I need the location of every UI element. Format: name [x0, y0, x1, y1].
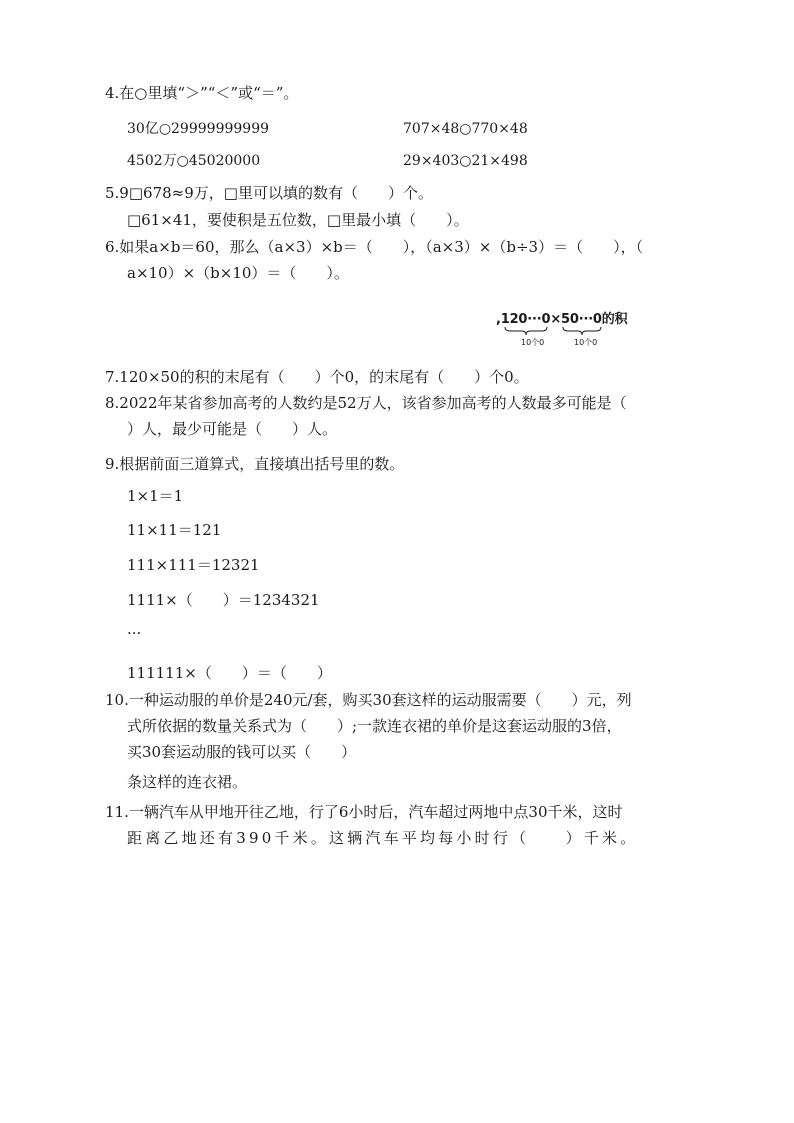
q5-line-1: 5.9□678≈9万，□里可以填的数有（ ）个。	[105, 184, 433, 202]
q9-equation-3: 111×111＝12321	[127, 556, 260, 574]
q9-ellipsis: ···	[127, 624, 142, 642]
q10-line-1: 10.一种运动服的单价是240元/套，购买30套这样的运动服需要（ ）元，列	[105, 691, 632, 709]
q5-line-2: □61×41，要使积是五位数，□里最小填（ ）。	[127, 211, 469, 229]
brace-icon	[562, 326, 602, 336]
q6-line-2: a×10）×（b×10）＝（ ）。	[127, 264, 349, 282]
q10-line-4: 条这样的连衣裙。	[127, 773, 248, 791]
q9-equation-2: 11×11＝121	[127, 521, 222, 539]
q4-compare-2b: 29×403○21×498	[403, 153, 528, 169]
q11-line-2: 距离乙地还有390千米。这辆汽车平均每小时行（ ）千米。	[127, 829, 639, 847]
figure-sub-label-2: 10个0	[574, 338, 598, 347]
q4-compare-1a: 30亿○29999999999	[127, 121, 270, 137]
q4-compare-2a: 4502万○45020000	[127, 153, 261, 169]
figure-sub-label-1: 10个0	[521, 338, 545, 347]
multiplication-figure	[496, 308, 646, 348]
q4-title: 4.在○里填“＞”“＜”或“＝”。	[105, 84, 299, 102]
q9-equation-1: 1×1＝1	[127, 487, 184, 505]
q9-title: 9.根据前面三道算式，直接填出括号里的数。	[105, 455, 405, 473]
q9-equation-4: 1111×（ ）＝1234321	[127, 591, 320, 609]
q7-line-1: 7.120×50的积的末尾有（ ）个0，的末尾有（ ）个0。	[105, 368, 529, 386]
figure-expression: ,120···0×50···0的积	[496, 312, 628, 327]
q4-compare-1b: 707×48○770×48	[403, 121, 528, 137]
brace-icon	[504, 326, 548, 336]
q10-line-2: 式所依据的数量关系式为（ ）;一款连衣裙的单价是这套运动服的3倍，	[127, 717, 622, 735]
q8-line-1: 8.2022年某省参加高考的人数约是52万人，该省参加高考的人数最多可能是（	[105, 394, 627, 412]
q6-line-1: 6.如果a×b＝60，那么（a×3）×b＝（ ），（a×3）×（b÷3）＝（ ），（	[105, 238, 644, 256]
q11-line-1: 11.一辆汽车从甲地开往乙地，行了6小时后，汽车超过两地中点30千米，这时	[105, 803, 623, 821]
q9-equation-6: 111111×（ ）＝（ ）	[127, 664, 332, 682]
q8-line-2: ）人，最少可能是（ ）人。	[127, 420, 338, 438]
q10-line-3: 买30套运动服的钱可以买（ ）	[127, 743, 357, 761]
